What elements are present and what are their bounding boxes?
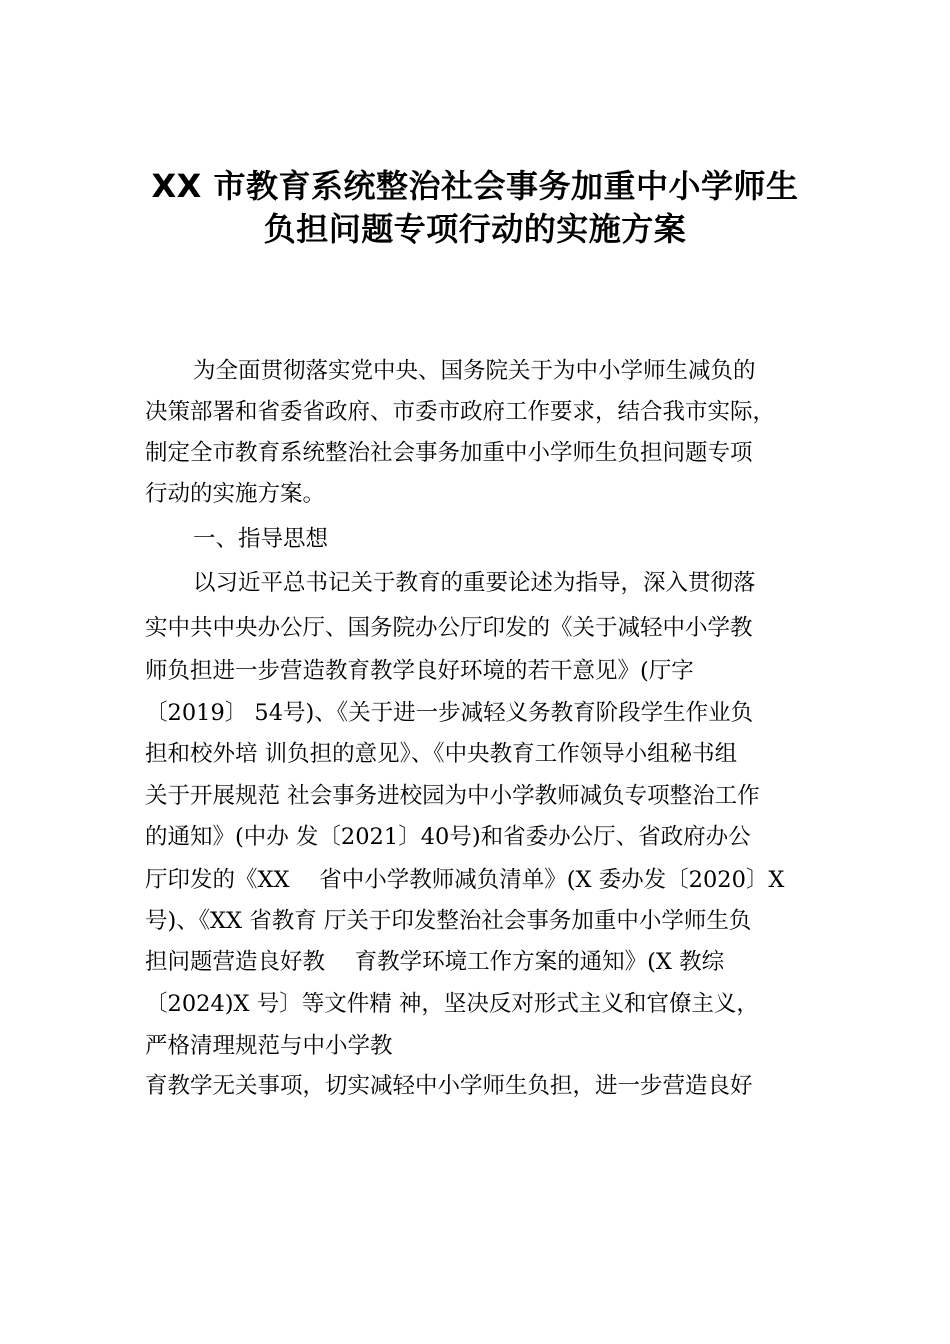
paragraph-line: 担问题营造良好教 育教学环境工作方案的通知》(X 教综	[145, 949, 725, 975]
paragraph-line: 厅印发的《XX 省中小学教师减负清单》(X 委办发〔2020〕X	[145, 867, 785, 893]
paragraph-line: 决策部署和省委省政府、市委市政府工作要求，结合我市实际，	[145, 399, 776, 425]
document-title-line-1: XX 市教育系统整治社会事务加重中小学师生	[151, 167, 799, 205]
section-heading: 一、指导思想	[193, 526, 329, 552]
paragraph-line: 制定全市教育系统整治社会事务加重中小学师生负担问题专项	[145, 440, 753, 466]
paragraph-line: 师负担进一步营造教育教学良好环境的若干意见》(厅字	[145, 658, 694, 684]
paragraph-line: 关于开展规范 社会事务进校园为中小学教师减负专项整治工作	[145, 783, 760, 809]
paragraph-line: 育教学无关事项，切实减轻中小学师生负担，进一步营造良好	[145, 1073, 753, 1099]
paragraph-line: 行动的实施方案。	[145, 481, 326, 507]
paragraph-line: 〔2019〕 54号)、《关于进一步减轻义务教育阶段学生作业负	[145, 700, 754, 726]
paragraph-line: 〔2024)X 号〕等文件精 神，坚决反对形式主义和官僚主义，	[145, 991, 759, 1017]
paragraph-line: 担和校外培 训负担的意见》、《中央教育工作领导小组秘书组	[145, 741, 738, 767]
paragraph-line: 的通知》(中办 发〔2021〕40号)和省委办公厅、省政府办公	[145, 824, 751, 850]
paragraph-line: 实中共中央办公厅、国务院办公厅印发的《关于减轻中小学教	[145, 615, 753, 641]
paragraph-line: 号)、《XX 省教育 厅关于印发整治社会事务加重中小学师生负	[145, 908, 752, 934]
paragraph-line: 为全面贯彻落实党中央、国务院关于为中小学师生减负的	[193, 358, 756, 384]
paragraph-line: 以习近平总书记关于教育的重要论述为指导，深入贯彻落	[193, 570, 756, 596]
paragraph-line: 严格清理规范与中小学教	[145, 1033, 393, 1059]
document-title-line-2: 负担问题专项行动的实施方案	[263, 210, 687, 248]
